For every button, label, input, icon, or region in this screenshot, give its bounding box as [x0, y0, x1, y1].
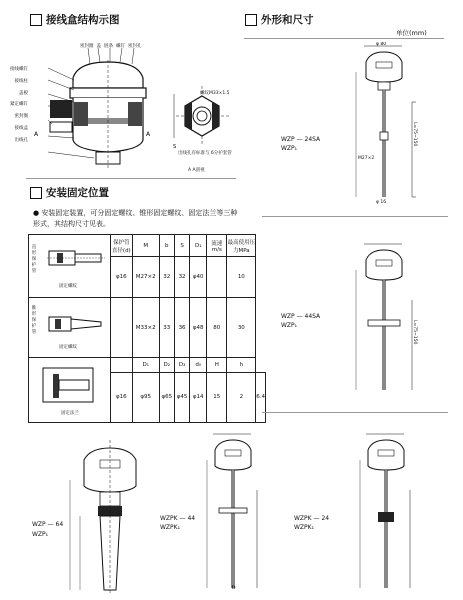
model-label-4 — [160, 514, 195, 532]
model-label-2 — [281, 312, 320, 330]
model-label-1 — [281, 135, 320, 153]
section-header-wiring-box — [30, 12, 120, 27]
header-D2: D₂ — [159, 358, 174, 373]
model-label-3 — [32, 520, 63, 540]
wiring-box-top-labels — [80, 43, 142, 49]
label-terminal-post: 接线柱 — [14, 78, 28, 84]
svg-text:A: A — [34, 131, 39, 138]
dim-length: L=75~150 — [412, 122, 417, 147]
row-name: 固定螺纹 — [59, 345, 77, 350]
cell: 32 — [159, 257, 174, 298]
dim-D-1: D — [232, 586, 236, 591]
cell: 80 — [207, 298, 227, 358]
model-suffix: — 44SA — [296, 313, 321, 320]
table-cell-drawing-3 — [29, 358, 111, 423]
label-seal: 密封圈 — [80, 44, 94, 49]
header-max-pressure: 最高使用压力MPa — [227, 235, 256, 257]
model-suffix: — 44 — [179, 515, 196, 522]
header-D3: D₃ — [174, 358, 189, 373]
label-seal-hole: 密封孔 — [128, 44, 142, 49]
mounting-description — [33, 208, 243, 230]
section-aa-label: A A剖视 — [188, 168, 205, 173]
section-title: 外形和尺寸 — [261, 14, 314, 26]
header-d0: d₀ — [190, 358, 207, 373]
model-suffix: — 24 — [313, 515, 330, 522]
model-code-alt: WZPK₁ — [294, 524, 315, 531]
cell: φ40 — [190, 257, 207, 298]
unit-label: 单位(mm) — [396, 29, 427, 37]
model-code: WZP — [281, 313, 295, 320]
model-code: WZPK — [160, 515, 178, 522]
cell: 10 — [227, 257, 256, 298]
header-M: M — [132, 235, 159, 257]
wiring-box-left-labels — [2, 64, 28, 147]
model-suffix: — 64 — [47, 521, 64, 528]
thermometer-drawing-5 — [348, 430, 428, 595]
label-outlet-hole: 出线孔 — [14, 137, 28, 143]
label-junction-box: 接线盒 — [14, 125, 28, 131]
model-code-alt: WZPK₁ — [160, 524, 181, 531]
section-title: 接线盒结构示图 — [46, 14, 120, 26]
section-title: 安装固定位置 — [46, 187, 109, 199]
label-screw: 螺钉 — [116, 44, 125, 49]
dim-length-2: L=75~150 — [412, 320, 417, 345]
header-D1: D₁ — [190, 235, 207, 257]
label-lid: 盖 — [96, 44, 101, 49]
dim-tube-dia: φ 16 — [376, 200, 387, 205]
cell: φ48 — [190, 298, 207, 358]
cell: M33×2 — [132, 298, 159, 358]
row-name: 固定法兰 — [61, 411, 79, 416]
row-name: 固定螺纹 — [59, 284, 77, 289]
label-chain: 链条 — [104, 44, 113, 49]
mounting-text-line: ● 安装固定装置，可分固定螺纹、锥形固定螺纹、固定法兰等三种 — [33, 209, 238, 217]
model-code-alt: WZP₁ — [281, 145, 298, 152]
header-S: S — [174, 235, 189, 257]
model-code-alt: WZP₁ — [281, 322, 298, 329]
cell: 36 — [174, 298, 189, 358]
model-code: WZPK — [294, 515, 312, 522]
cell — [110, 358, 132, 373]
mounting-spec-table — [28, 234, 266, 423]
cell — [207, 257, 227, 298]
table-cell-drawing-1 — [29, 235, 111, 298]
table-cell-drawing-2 — [29, 298, 111, 358]
svg-text:A: A — [146, 131, 151, 138]
thread-label: 螺纹M33×1.5 — [200, 91, 230, 96]
checkbox-icon — [30, 14, 42, 26]
thermometer-drawing-3 — [60, 420, 170, 595]
header-velocity: 流速m/s — [207, 235, 227, 257]
cell: φ95 — [132, 372, 159, 422]
label-terminal-screw: 接线螺钉 — [10, 67, 28, 72]
cell: 33 — [159, 298, 174, 358]
wiring-box-section-drawing — [28, 40, 163, 170]
header-tube-diameter: 保护管直径(d) — [110, 235, 132, 257]
cell — [110, 298, 132, 358]
cell: 32 — [174, 257, 189, 298]
cell: M27×2 — [132, 257, 159, 298]
label-seal-ring: 密封圈 — [14, 114, 28, 120]
checkbox-icon — [30, 187, 42, 199]
cell: 15 — [207, 372, 227, 422]
header-b: b — [159, 235, 174, 257]
header-H: H — [207, 358, 227, 373]
row-side-label: 锥形保护管 — [31, 306, 37, 335]
svg-text:φ 80: φ 80 — [376, 42, 387, 47]
cell: φ45 — [174, 372, 189, 422]
model-code-alt: WZP₁ — [32, 531, 49, 538]
thermometer-drawing-4 — [195, 430, 275, 595]
model-suffix: — 24SA — [296, 136, 321, 143]
header-h: h — [227, 358, 256, 373]
cell: φ16 — [110, 257, 132, 298]
cell: 6.4 — [256, 372, 266, 422]
cell: φ14 — [190, 372, 207, 422]
outlet-note: 出线孔有标准与 6分护套管 — [178, 151, 232, 156]
cell: φ16 — [110, 372, 132, 422]
row-side-label: 直形保护管 — [31, 245, 37, 274]
model-label-5 — [294, 514, 329, 532]
cell: 2 — [227, 372, 256, 422]
section-header-mounting — [30, 185, 109, 200]
label-set-screw: 紧定螺钉 — [10, 102, 28, 108]
label-cover-plate: 盖板 — [19, 90, 28, 96]
checkbox-icon — [245, 14, 257, 26]
mounting-text-line: 形式，其结构尺寸见表。 — [33, 220, 110, 228]
section-header-dimensions — [245, 12, 314, 27]
cell: φ65 — [159, 372, 174, 422]
model-code: WZP — [32, 521, 46, 528]
model-code: WZP — [281, 136, 295, 143]
cell: 30 — [227, 298, 256, 358]
header-D1b: D₁ — [132, 358, 159, 373]
s-dimension-text: S — [173, 144, 177, 150]
dim-thread: M27×2 — [358, 156, 375, 161]
